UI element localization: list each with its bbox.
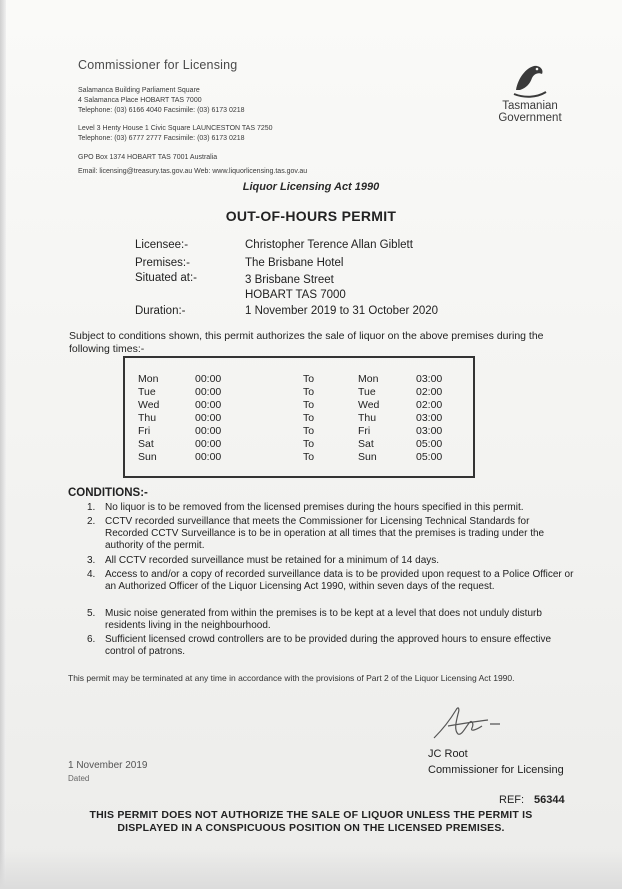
condition-text: No liquor is to be removed from the licensed premises during the hours specified in this permit. — [105, 502, 524, 513]
address-line: Telephone: (03) 6777 2777 Facsimile: (03) 6173 0218 — [78, 135, 245, 142]
condition-number: 4. — [87, 569, 96, 580]
termination-note: This permit may be terminated at any time in accordance with the provisions of Part 2 of the Liquor Licensing Act 1990. — [68, 673, 515, 683]
signature-graphic — [428, 700, 508, 751]
start-day: Thu — [138, 412, 157, 424]
start-day: Wed — [138, 399, 160, 411]
start-day: Sun — [138, 451, 157, 463]
address-line: Salamanca Building Parliament Square — [78, 87, 200, 94]
end-day: Tue — [358, 386, 376, 398]
to-label: To — [303, 399, 315, 411]
launceston-address — [78, 124, 273, 144]
end-time: 03:00 — [416, 425, 443, 437]
trading-times-table — [123, 356, 475, 478]
to-label: To — [303, 451, 315, 463]
ref-number: 56344 — [534, 794, 565, 806]
situated-line-1: 3 Brisbane Street — [245, 274, 334, 286]
licensee-label: Licensee:- — [135, 239, 189, 251]
end-day: Thu — [358, 412, 377, 424]
end-time: 05:00 — [416, 451, 443, 463]
to-label: To — [303, 373, 315, 385]
logo-line-1: Tasmanian — [502, 100, 558, 112]
start-day: Tue — [138, 386, 156, 398]
start-time: 00:00 — [195, 399, 222, 411]
start-time: 00:00 — [195, 438, 222, 450]
table-row — [125, 399, 473, 412]
licensee-value: Christopher Terence Allan Giblett — [245, 239, 413, 251]
ref-label: REF: — [499, 794, 525, 806]
table-row — [125, 412, 473, 425]
end-day: Sat — [358, 438, 374, 450]
duration-value: 1 November 2019 to 31 October 2020 — [245, 305, 439, 317]
end-time: 02:00 — [416, 386, 443, 398]
situated-line-2: HOBART TAS 7000 — [245, 289, 346, 301]
start-day: Sat — [138, 438, 154, 450]
start-time: 00:00 — [195, 373, 222, 385]
table-row — [125, 425, 473, 438]
signer-name: JC Root — [428, 748, 468, 760]
condition-text: Access to and/or a copy of recorded surveillance data is to be provided upon request to a Police Officer or an Authorized Officer of the Liquor Licensing Act 1990, within seven days of the request. — [105, 569, 574, 592]
end-day: Wed — [358, 399, 380, 411]
to-label: To — [303, 412, 315, 424]
table-row — [125, 373, 473, 386]
end-time: 02:00 — [416, 399, 443, 411]
tasmanian-devil-icon — [508, 60, 552, 100]
condition-text: All CCTV recorded surveillance must be retained for a minimum of 14 days. — [105, 555, 440, 566]
table-row — [125, 451, 473, 464]
condition-number: 3. — [87, 555, 96, 566]
premises-label: Premises:- — [135, 257, 190, 269]
duration-label: Duration:- — [135, 305, 186, 317]
end-time: 03:00 — [416, 412, 443, 424]
start-day: Fri — [138, 425, 151, 437]
condition-text: CCTV recorded surveillance that meets the Commissioner for Licensing Technical Standards for Recorded CCTV Surveillance is to be in operation at all times that the premises is trading under the authority of the permit. — [105, 516, 545, 551]
scan-shadow — [0, 849, 622, 889]
end-day: Sun — [358, 451, 377, 463]
condition-text: Sufficient licensed crowd controllers are to be provided during the approved hours to ensure effective control of patrons. — [105, 634, 552, 657]
date-label: Dated — [68, 774, 90, 783]
act-title: Liquor Licensing Act 1990 — [242, 181, 380, 193]
to-label: To — [303, 438, 315, 450]
hobart-address — [78, 86, 245, 116]
logo-line-2: Government — [498, 112, 562, 124]
condition-number: 2. — [87, 516, 96, 527]
start-time: 00:00 — [195, 386, 222, 398]
signature-scribble — [428, 700, 508, 746]
end-day: Mon — [358, 373, 379, 385]
signer-title: Commissioner for Licensing — [428, 764, 564, 776]
intro-text: Subject to conditions shown, this permit authorizes the sale of liquor on the above premises during the following times:- — [69, 330, 544, 355]
page-title: OUT-OF-HOURS PERMIT — [225, 208, 397, 224]
address-line: Level 3 Henty House 1 Civic Square LAUNCESTON TAS 7250 — [78, 125, 273, 132]
date-value: 1 November 2019 — [68, 760, 148, 771]
condition-number: 5. — [87, 608, 96, 619]
to-label: To — [303, 386, 315, 398]
conditions-heading: CONDITIONS:- — [68, 487, 148, 499]
table-row — [125, 438, 473, 451]
contact-line: Email: licensing@treasury.tas.gov.au Web: www.liquorlicensing.tas.gov.au — [78, 168, 308, 175]
condition-text: Music noise generated from within the premises is to be kept at a level that does not unduly disturb residents living in the neighbourhood. — [105, 608, 542, 631]
to-label: To — [303, 425, 315, 437]
footer-notice-line-2: DISPLAYED IN A CONSPICUOUS POSITION ON THE LICENSED PREMISES. — [117, 822, 505, 834]
start-time: 00:00 — [195, 451, 222, 463]
org-name: Commissioner for Licensing — [78, 58, 238, 72]
start-time: 00:00 — [195, 425, 222, 437]
condition-number: 6. — [87, 634, 96, 645]
end-time: 05:00 — [416, 438, 443, 450]
end-time: 03:00 — [416, 373, 443, 385]
start-day: Mon — [138, 373, 159, 385]
end-day: Fri — [358, 425, 371, 437]
table-row — [125, 386, 473, 399]
address-line: 4 Salamanca Place HOBART TAS 7000 — [78, 97, 202, 104]
start-time: 00:00 — [195, 412, 222, 424]
tasmanian-government-logo — [490, 60, 570, 124]
address-line: Telephone: (03) 6166 4040 Facsimile: (03) 6173 0218 — [78, 107, 245, 114]
premises-value: The Brisbane Hotel — [245, 257, 344, 269]
situated-label: Situated at:- — [135, 272, 198, 284]
gpo-address: GPO Box 1374 HOBART TAS 7001 Australia — [78, 154, 218, 161]
scan-edge — [0, 0, 6, 889]
footer-notice-line-1: THIS PERMIT DOES NOT AUTHORIZE THE SALE OF LIQUOR UNLESS THE PERMIT IS — [89, 809, 533, 821]
condition-number: 1. — [87, 502, 96, 513]
